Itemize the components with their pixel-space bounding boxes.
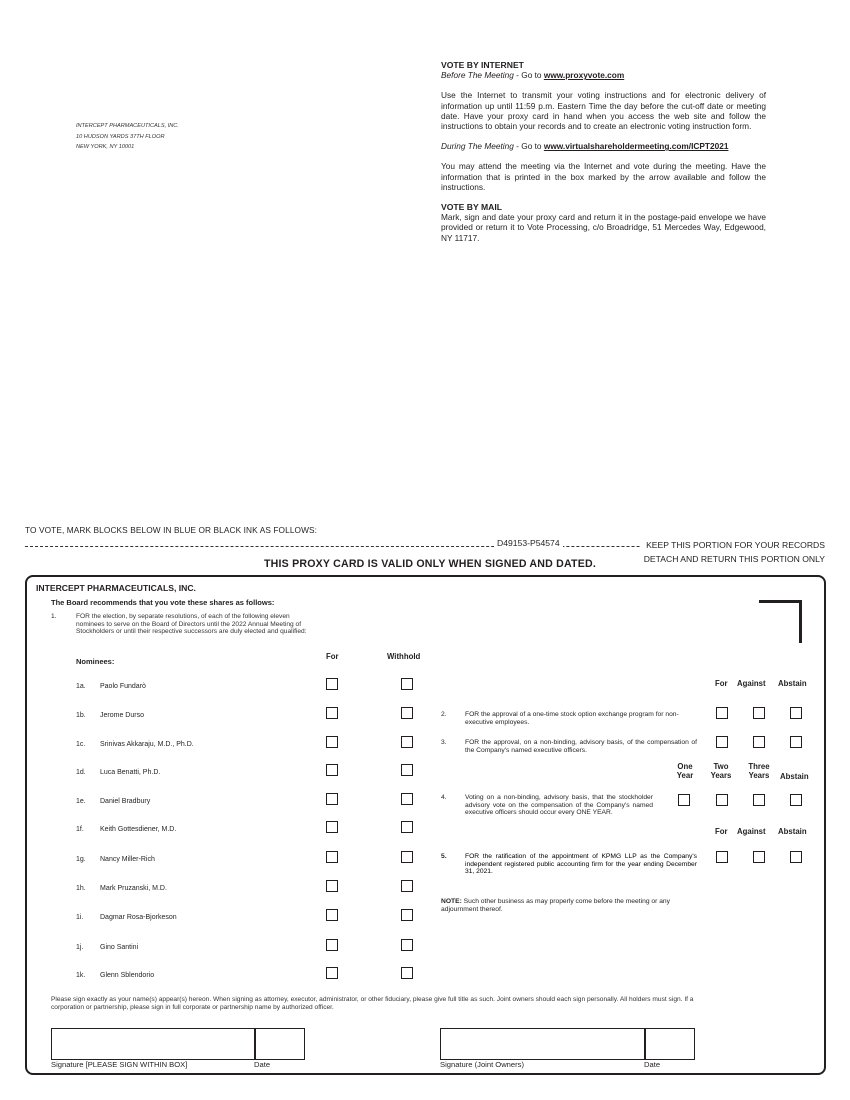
- during-meeting-instructions: You may attend the meeting via the Internet and vote during the meeting. Have the information that is printed in the box marked by the arrow available and follow the instructions.: [441, 161, 766, 192]
- proposal4-one-year-checkbox[interactable]: [678, 794, 690, 806]
- arrow-corner-mark: [759, 600, 802, 643]
- to-vote-instruction: TO VOTE, MARK BLOCKS BELOW IN BLUE OR BLACK INK AS FOLLOWS:: [25, 525, 318, 535]
- nominee-withhold-checkbox[interactable]: [401, 678, 413, 690]
- freq-two-line2: Years: [710, 771, 732, 780]
- nominee-for-checkbox[interactable]: [326, 793, 338, 805]
- col-for-header: For: [715, 679, 728, 688]
- go-to-text: - Go to: [513, 70, 544, 81]
- col-abstain-header-2: Abstain: [778, 827, 807, 836]
- note-text: Such other business as may properly come before the meeting or any adjournment thereof.: [441, 898, 670, 913]
- freq-abstain-header: Abstain: [780, 772, 809, 781]
- proposal1-number: 1.: [51, 613, 57, 620]
- proposal2-abstain-checkbox[interactable]: [790, 707, 802, 719]
- nominee-for-checkbox[interactable]: [326, 967, 338, 979]
- for-column-header: For: [326, 652, 339, 661]
- nominees-label: Nominees:: [76, 657, 115, 666]
- nominee-withhold-checkbox[interactable]: [401, 793, 413, 805]
- nominee-name: Srinivas Akkaraju, M.D., Ph.D.: [100, 741, 194, 748]
- nominee-withhold-checkbox[interactable]: [401, 707, 413, 719]
- nominee-number: 1j.: [76, 944, 84, 951]
- proposal5-against-checkbox[interactable]: [753, 851, 765, 863]
- nominee-for-checkbox[interactable]: [326, 880, 338, 892]
- nominee-number: 1h.: [76, 885, 86, 892]
- nominee-withhold-checkbox[interactable]: [401, 821, 413, 833]
- nominee-number: 1a.: [76, 683, 86, 690]
- joint-signature-label: Signature (Joint Owners): [440, 1060, 524, 1069]
- proposal4-number: 4.: [441, 794, 447, 801]
- proposal2-number: 2.: [441, 711, 447, 718]
- date-box[interactable]: [254, 1028, 305, 1060]
- nominee-for-checkbox[interactable]: [326, 909, 338, 921]
- go-to-text: - Go to: [513, 141, 544, 152]
- nominee-for-checkbox[interactable]: [326, 678, 338, 690]
- nominee-name: Paolo Fundarò: [100, 683, 146, 690]
- during-meeting-label: During The Meeting: [441, 141, 514, 152]
- col-for-header-2: For: [715, 827, 728, 836]
- nominee-number: 1d.: [76, 769, 86, 776]
- nominee-number: 1e.: [76, 798, 86, 805]
- nominee-number: 1g.: [76, 856, 86, 863]
- freq-one-header: [672, 762, 698, 780]
- before-meeting-line: [441, 70, 766, 80]
- proposal3-abstain-checkbox[interactable]: [790, 736, 802, 748]
- proposal4-three-years-checkbox[interactable]: [753, 794, 765, 806]
- mail-heading: VOTE BY MAIL: [441, 202, 502, 213]
- nominee-withhold-checkbox[interactable]: [401, 880, 413, 892]
- note-label: NOTE:: [441, 898, 462, 905]
- nominee-for-checkbox[interactable]: [326, 707, 338, 719]
- signing-instructions: Please sign exactly as your name(s) appear(s) hereon. When signing as attorney, executor, administrator, or other fiduciary, please give full title as such. Joint owners should each sign personally. All holders must sign. If a corporation or partnership, please sign in full corporate or partnership name by authorized officer.: [51, 996, 694, 1011]
- note: [441, 898, 699, 913]
- freq-one-line2: Year: [676, 771, 694, 780]
- address-line: NEW YORK, NY 10001: [76, 144, 135, 150]
- proposal5-number: 5.: [441, 853, 447, 860]
- proposal5-for-checkbox[interactable]: [716, 851, 728, 863]
- proposal2-for-checkbox[interactable]: [716, 707, 728, 719]
- nominee-name: Keith Gottesdiener, M.D.: [100, 826, 177, 833]
- nominee-withhold-checkbox[interactable]: [401, 736, 413, 748]
- proposal2-against-checkbox[interactable]: [753, 707, 765, 719]
- nominee-withhold-checkbox[interactable]: [401, 764, 413, 776]
- freq-three-line1: Three: [748, 762, 770, 771]
- address-line: INTERCEPT PHARMACEUTICALS, INC.: [76, 123, 179, 129]
- freq-three-line2: Years: [748, 771, 770, 780]
- freq-one-line1: One: [677, 762, 693, 771]
- proposal5-text: FOR the ratification of the appointment of KPMG LLP as the Company's independent registered public accounting firm for the year ending December 31, 2021.: [465, 853, 697, 876]
- before-meeting-label: Before The Meeting: [441, 70, 514, 81]
- proposal4-abstain-checkbox[interactable]: [790, 794, 802, 806]
- detach-portion-label: DETACH AND RETURN THIS PORTION ONLY: [643, 554, 825, 564]
- nominee-name: Nancy Miller-Rich: [100, 856, 155, 863]
- nominee-for-checkbox[interactable]: [326, 939, 338, 951]
- joint-signature-box[interactable]: [440, 1028, 646, 1060]
- col-against-header: Against: [737, 679, 766, 688]
- joint-date-box[interactable]: [644, 1028, 695, 1060]
- proposal4-text: Voting on a non-binding, advisory basis, that the stockholder advisory vote on the compensation of the Company's named executive officers should occur every ONE YEAR.: [465, 794, 653, 817]
- nominee-name: Jerome Durso: [100, 712, 144, 719]
- proposal3-for-checkbox[interactable]: [716, 736, 728, 748]
- mail-instructions: Mark, sign and date your proxy card and return it in the postage-paid envelope we have provided or return it to Vote Processing, c/o Broadridge, 51 Mercedes Way, Edgewood, NY 11717.: [441, 212, 766, 243]
- nominee-for-checkbox[interactable]: [326, 821, 338, 833]
- col-abstain-header: Abstain: [778, 679, 807, 688]
- address-line: 10 HUDSON YARDS 37TH FLOOR: [76, 133, 165, 140]
- signature-box[interactable]: [51, 1028, 256, 1060]
- keep-portion-label: KEEP THIS PORTION FOR YOUR RECORDS: [640, 540, 825, 550]
- nominee-withhold-checkbox[interactable]: [401, 909, 413, 921]
- nominee-number: 1b.: [76, 712, 86, 719]
- vote-by-internet-section: [441, 60, 766, 243]
- proposal4-two-years-checkbox[interactable]: [716, 794, 728, 806]
- freq-three-header: [742, 762, 776, 780]
- proposal5-abstain-checkbox[interactable]: [790, 851, 802, 863]
- nominee-name: Glenn Sblendorio: [100, 972, 155, 979]
- nominee-withhold-checkbox[interactable]: [401, 851, 413, 863]
- nominee-for-checkbox[interactable]: [326, 736, 338, 748]
- board-recommendation: The Board recommends that you vote these shares as follows:: [51, 598, 275, 607]
- nominee-number: 1f.: [76, 826, 84, 833]
- nominee-withhold-checkbox[interactable]: [401, 939, 413, 951]
- internet-heading: VOTE BY INTERNET: [441, 60, 524, 70]
- freq-two-line1: Two: [713, 762, 729, 771]
- proposal3-against-checkbox[interactable]: [753, 736, 765, 748]
- valid-notice: THIS PROXY CARD IS VALID ONLY WHEN SIGNED AND DATED.: [264, 558, 596, 570]
- nominee-name: Daniel Bradbury: [100, 798, 151, 805]
- nominee-for-checkbox[interactable]: [326, 851, 338, 863]
- date-label: Date: [254, 1060, 271, 1069]
- proposal3-text: FOR the approval, on a non-binding, advisory basis, of the compensation of the Company's named executive officers.: [465, 739, 697, 754]
- internet-instructions: Use the Internet to transmit your voting instructions and for electronic delivery of information up until 11:59 p.m. Eastern Time the day before the cut-off date or meeting date. Have your proxy card in hand when you access the web site and follow the instructions to obtain your records and to create an electronic voting instruction form.: [441, 90, 766, 132]
- proxyvote-link[interactable]: www.proxyvote.com: [543, 70, 625, 81]
- proposal3-number: 3.: [441, 739, 447, 746]
- withhold-column-header: Withhold: [387, 652, 421, 661]
- nominee-withhold-checkbox[interactable]: [401, 967, 413, 979]
- card-company-name: INTERCEPT PHARMACEUTICALS, INC.: [36, 583, 196, 593]
- signature-label: Signature [PLEASE SIGN WITHIN BOX]: [51, 1060, 188, 1069]
- during-meeting-line: [441, 141, 766, 151]
- nominee-name: Gino Santini: [100, 944, 139, 951]
- proposal2-text: FOR the approval of a one-time stock option exchange program for non-executive employees.: [465, 711, 679, 726]
- mailing-address: [76, 121, 179, 153]
- nominee-for-checkbox[interactable]: [326, 764, 338, 776]
- freq-two-header: [706, 762, 736, 780]
- nominee-number: 1k.: [76, 972, 86, 979]
- nominee-number: 1i.: [76, 914, 84, 921]
- joint-date-label: Date: [644, 1060, 661, 1069]
- nominee-name: Mark Pruzanski, M.D.: [100, 885, 167, 892]
- nominee-number: 1c.: [76, 741, 86, 748]
- nominee-name: Dagmar Rosa-Bjorkeson: [100, 914, 177, 921]
- nominee-name: Luca Benatti, Ph.D.: [100, 769, 161, 776]
- virtual-meeting-link[interactable]: www.virtualshareholdermeeting.com/ICPT2021: [543, 141, 729, 152]
- control-number: D49153-P54574: [494, 538, 563, 548]
- proposal1-text: FOR the election, by separate resolutions, of each of the following eleven nominees to serve on the Board of Directors until the 2022 Annual Meeting of Stockholders or until their respective successors are duly elected and qualified:: [76, 613, 307, 636]
- col-against-header-2: Against: [737, 827, 766, 836]
